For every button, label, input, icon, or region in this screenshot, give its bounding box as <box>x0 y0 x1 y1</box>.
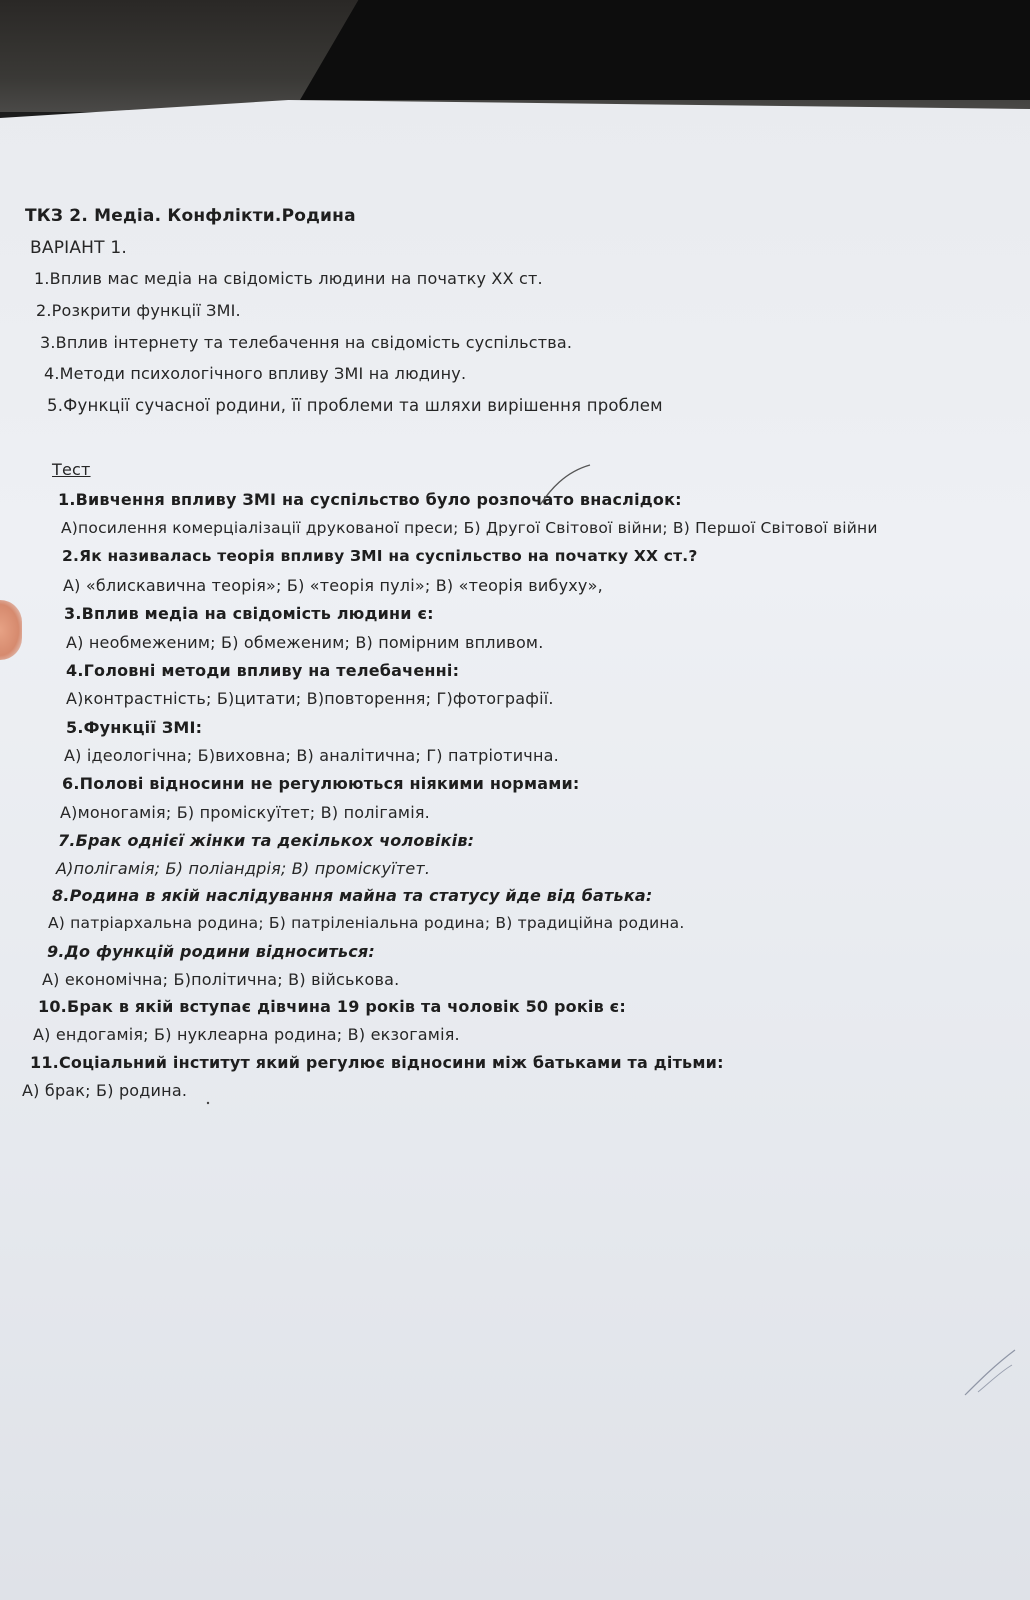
topic-item: 4.Методи психологічного впливу ЗМІ на людину. <box>44 364 467 383</box>
pen-stroke-mark <box>530 460 600 510</box>
background-desk <box>0 0 1030 112</box>
topic-item: 1.Вплив мас медіа на свідомість людини на початку ХХ ст. <box>34 269 543 288</box>
answer-options: А) «блискавична теорія»; Б) «теорія пулі»; В) «теорія вибуху», <box>63 576 603 595</box>
background-shadow <box>300 0 1030 100</box>
answer-options: А) ендогамія; Б) нуклеарна родина; В) екзогамія. <box>33 1025 460 1044</box>
question: 9.До функцій родини відноситься: <box>47 942 376 961</box>
question: 8.Родина в якій наслідування майна та статусу йде від батька: <box>52 886 653 905</box>
answer-options: А) патріархальна родина; Б) патріленіальна родина; В) традиційна родина. <box>48 914 685 932</box>
question: 6.Полові відносини не регулюються ніякими нормами: <box>62 774 580 793</box>
question: 1.Вивчення впливу ЗМІ на суспільство було розпочато внаслідок: <box>58 490 682 509</box>
question: 11.Соціальний інститут який регулює відносини між батьками та дітьми: <box>30 1053 724 1072</box>
question: 5.Функції ЗМІ: <box>66 718 203 737</box>
variant-label: ВАРІАНТ 1. <box>30 238 127 258</box>
test-heading: Тест <box>52 460 91 479</box>
topic-item: 3.Вплив інтернету та телебачення на свідомість суспільства. <box>40 333 573 352</box>
answer-options: А)контрастність; Б)цитати; В)повторення; Г)фотографії. <box>66 689 554 708</box>
answer-options: А)полігамія; Б) поліандрія; В) проміскуїтет. <box>56 859 431 878</box>
question: 7.Брак однієї жінки та декількох чоловіків: <box>58 831 475 850</box>
question: 10.Брак в якій вступає дівчина 19 років та чоловік 50 років є: <box>38 997 626 1016</box>
question: 2.Як називалась теорія впливу ЗМІ на суспільство на початку ХХ ст.? <box>62 547 698 565</box>
question: 3.Вплив медіа на свідомість людини є: <box>64 604 434 623</box>
answer-options: А) необмеженим; Б) обмеженим; В) помірним впливом. <box>66 633 544 652</box>
pen-dot-mark <box>205 1100 211 1106</box>
answer-options: А) ідеологічна; Б)виховна; В) аналітична; Г) патріотична. <box>64 746 559 765</box>
document-title: ТКЗ 2. Медіа. Конфлікти.Родина <box>25 206 356 226</box>
topic-item: 2.Розкрити функції ЗМІ. <box>36 301 241 320</box>
answer-options: А)посилення комерціалізації друкованої преси; Б) Другої Світової війни; В) Першої Світової війни <box>61 519 878 537</box>
pen-stroke-mark <box>960 1340 1020 1400</box>
answer-options: А) економічна; Б)політична; В) військова. <box>42 970 400 989</box>
answer-options: А)моногамія; Б) проміскуїтет; В) полігамія. <box>60 803 430 822</box>
question: 4.Головні методи впливу на телебаченні: <box>66 661 460 680</box>
paper-sheet <box>0 100 1030 1600</box>
topic-item: 5.Функції сучасної родини, її проблеми та шляхи вирішення проблем <box>47 396 663 415</box>
answer-options: А) брак; Б) родина. <box>22 1081 188 1100</box>
